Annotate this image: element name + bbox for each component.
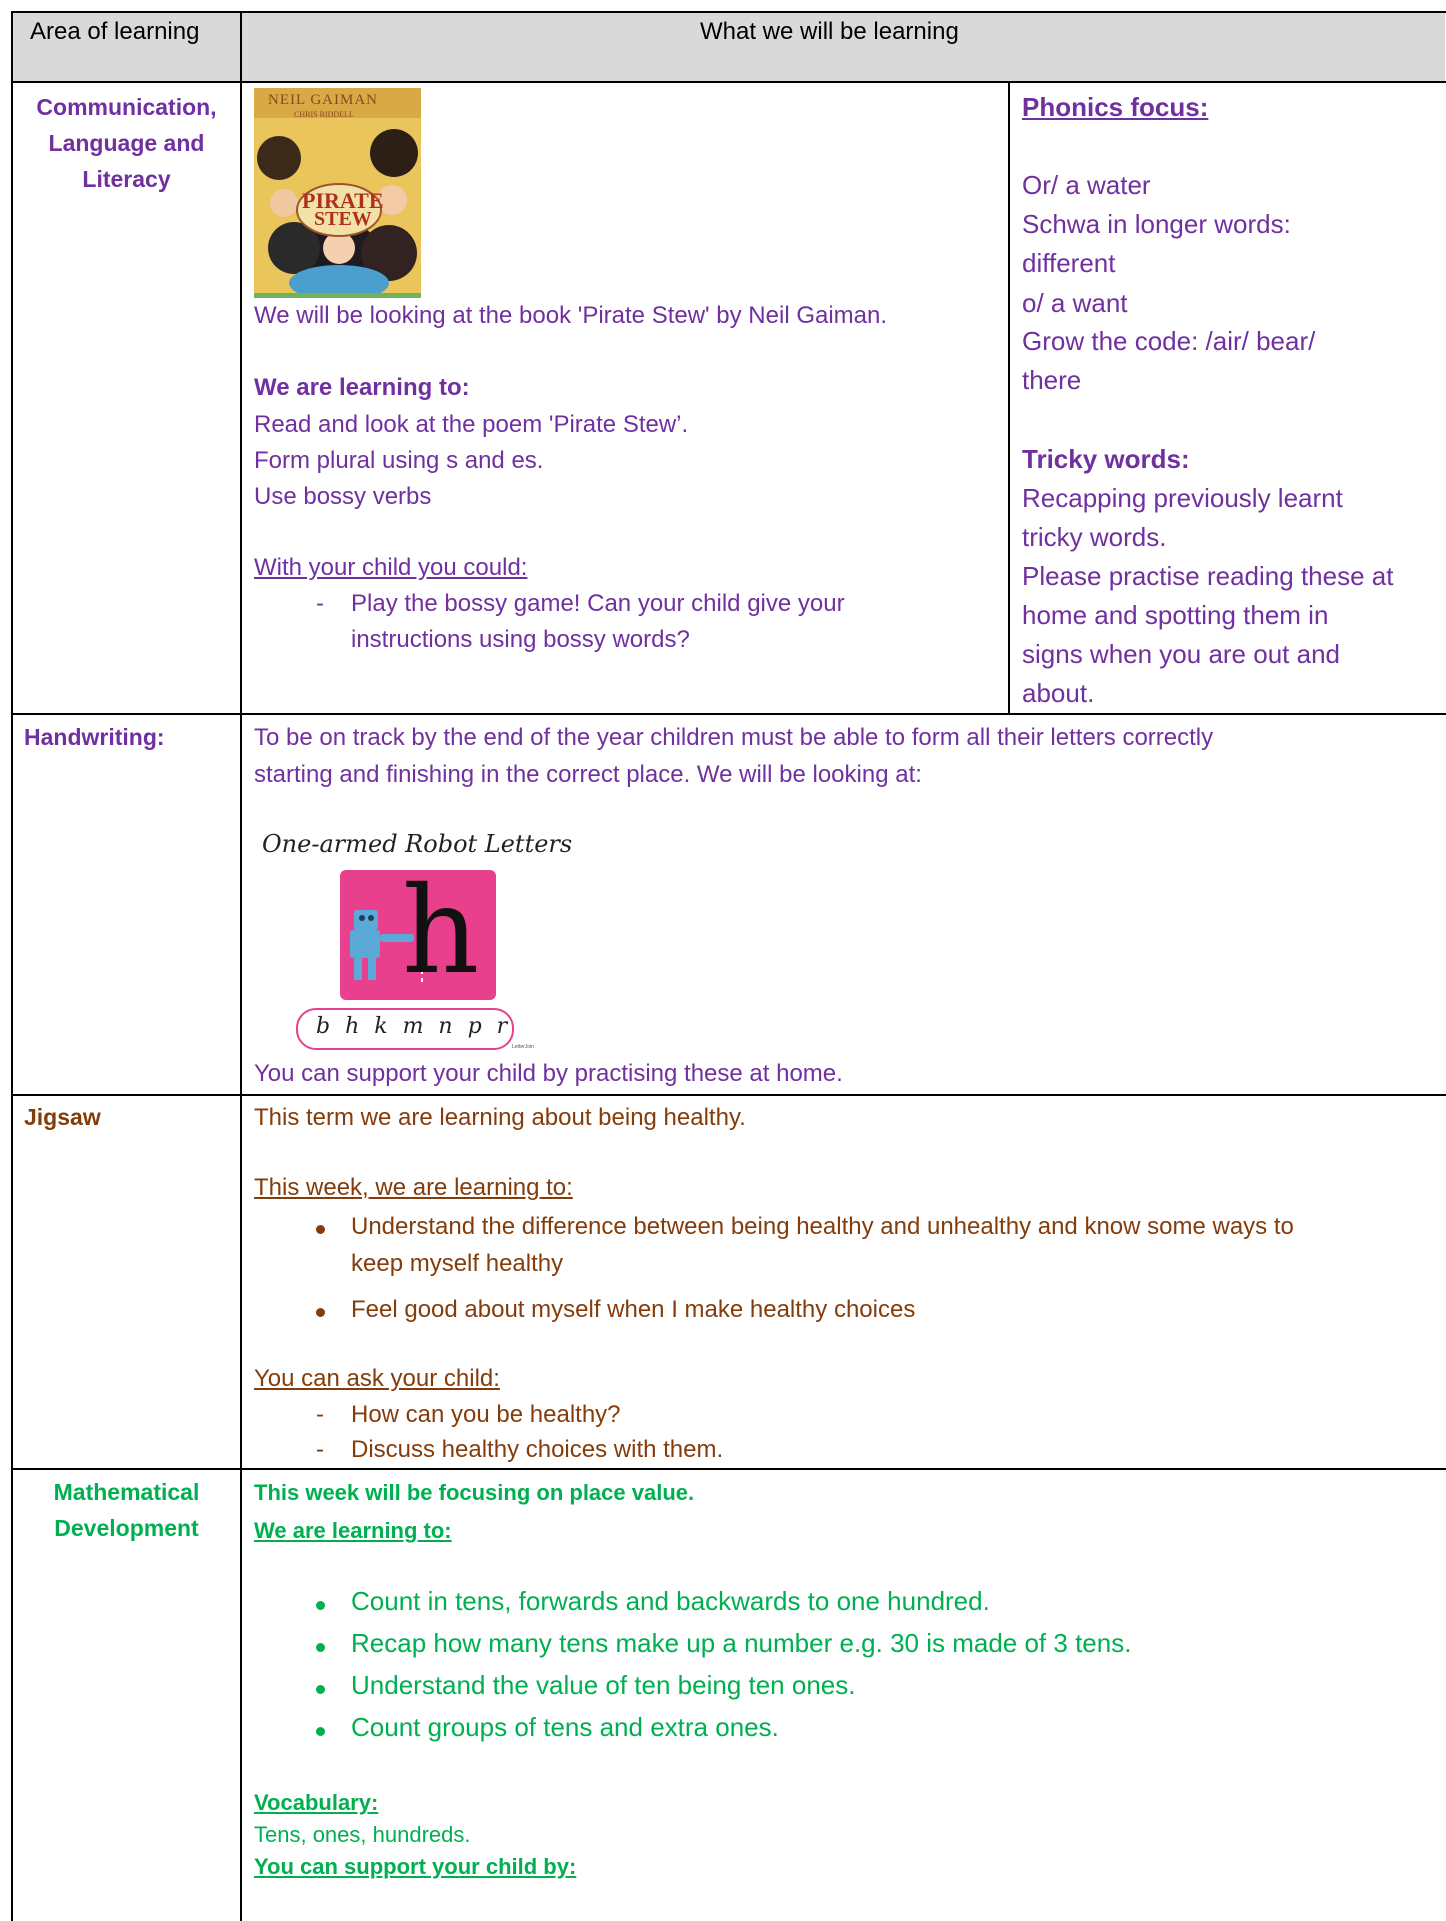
phonics-heading: Phonics focus: [1022,92,1209,122]
header-area-of-learning: Area of learning [30,18,200,45]
cll-with-child-heading: With your child you could: [254,554,528,581]
maths-bullet-3 [316,1685,325,1694]
cll-learning-item-3: Use bossy verbs [254,483,432,510]
tricky-words-heading: Tricky words: [1022,444,1190,474]
jigsaw-week-heading: This week, we are learning to: [254,1174,573,1201]
maths-item-2: Recap how many tens make up a number e.g. 30 is made of 3 tens. [351,1628,1132,1658]
tricky-line-3: Please practise reading these at [1022,561,1394,591]
table-border-row3 [12,1094,1446,1096]
handwriting-intro-line2: starting and finishing in the correct place. We will be looking at: [254,761,922,788]
phonics-line-5: Grow the code: /air/ bear/ [1022,326,1316,356]
robot-letter-card [340,870,496,1000]
phonics-line-3: different [1022,248,1116,278]
area-cll-line2: Language and [48,130,205,156]
jigsaw-item-2: Feel good about myself when I make healthy choices [351,1296,916,1323]
maths-item-4: Count groups of tens and extra ones. [351,1712,779,1742]
robot-letters-list: b h k m n p r [316,1014,512,1039]
maths-bullet-4 [316,1727,325,1736]
phonics-line-4: o/ a want [1022,288,1128,318]
table-border-row2 [12,713,1446,715]
book-title-line2: STEW [314,208,372,230]
maths-vocab-heading: Vocabulary: [254,1790,379,1815]
jigsaw-bullet-2 [316,1308,325,1317]
maths-vocab: Tens, ones, hundreds. [254,1822,471,1847]
area-maths-line1: Mathematical [53,1479,200,1505]
area-cll [14,89,239,197]
maths-bullet-1 [316,1601,325,1610]
area-cll-line3: Literacy [82,166,171,192]
area-jigsaw: Jigsaw [24,1104,101,1130]
area-handwriting: Handwriting: [24,724,165,750]
book-cover-image [254,88,421,298]
handwriting-support: You can support your child by practising these at home. [254,1060,843,1087]
table-border-header [12,81,1446,83]
maths-learning-heading: We are learning to: [254,1518,452,1543]
book-illustrator: CHRIS RIDDELL [294,110,354,119]
tricky-line-4: home and spotting them in [1022,600,1329,630]
jigsaw-item-1-line1: Understand the difference between being healthy and unhealthy and know some ways to [351,1213,1294,1240]
tricky-line-5: signs when you are out and [1022,639,1340,669]
robot-letters-title: One-armed Robot Letters [262,830,573,858]
phonics-line-2: Schwa in longer words: [1022,209,1291,239]
header-what-we-will-be-learning: What we will be learning [700,18,959,45]
table-border-phonics [1008,81,1010,713]
cll-learning-heading: We are learning to: [254,374,470,401]
cll-with-child-line2: instructions using bossy words? [351,626,690,653]
jigsaw-ask-item-1: How can you be healthy? [351,1401,621,1428]
jigsaw-ask-dash-2: - [316,1436,324,1463]
robot-letters-credit: LetterJoin [512,1044,534,1050]
table-border-top [12,11,1446,13]
maths-item-3: Understand the value of ten being ten ones. [351,1670,856,1700]
area-cll-line1: Communication, [36,94,217,120]
cll-learning-item-1: Read and look at the poem 'Pirate Stew’. [254,411,689,438]
jigsaw-intro: This term we are learning about being healthy. [254,1104,746,1131]
cll-with-child-dash: - [316,590,324,617]
maths-support-heading: You can support your child by: [254,1854,577,1879]
jigsaw-item-1-line2: keep myself healthy [351,1250,564,1277]
robot-letters-strip [296,1008,514,1050]
area-maths-line2: Development [54,1515,199,1541]
jigsaw-bullet-1 [316,1225,325,1234]
jigsaw-ask-heading: You can ask your child: [254,1365,500,1392]
book-author: NEIL GAIMAN [268,92,379,108]
tricky-line-1: Recapping previously learnt [1022,483,1343,513]
jigsaw-ask-dash-1: - [316,1401,324,1428]
area-maths [14,1474,239,1546]
table-border-left [11,11,13,1921]
phonics-line-1: Or/ a water [1022,170,1151,200]
tricky-line-2: tricky words. [1022,522,1167,552]
maths-bullet-2 [316,1643,325,1652]
cll-with-child-line1: Play the bossy game! Can your child give your [351,590,845,617]
table-border-col [240,11,242,1921]
table-border-row4 [12,1468,1446,1470]
robot-big-letter: h [402,870,480,1000]
book-title-line1: PIRATE [302,188,384,213]
handwriting-intro-line1: To be on track by the end of the year children must be able to form all their letters correctly [254,724,1214,751]
cll-learning-item-2: Form plural using s and es. [254,447,544,474]
cll-intro: We will be looking at the book 'Pirate Stew' by Neil Gaiman. [254,302,888,329]
maths-focus: This week will be focusing on place value. [254,1480,695,1505]
tricky-line-6: about. [1022,678,1095,708]
phonics-line-6: there [1022,365,1082,395]
maths-item-1: Count in tens, forwards and backwards to one hundred. [351,1586,990,1616]
jigsaw-ask-item-2: Discuss healthy choices with them. [351,1436,724,1463]
